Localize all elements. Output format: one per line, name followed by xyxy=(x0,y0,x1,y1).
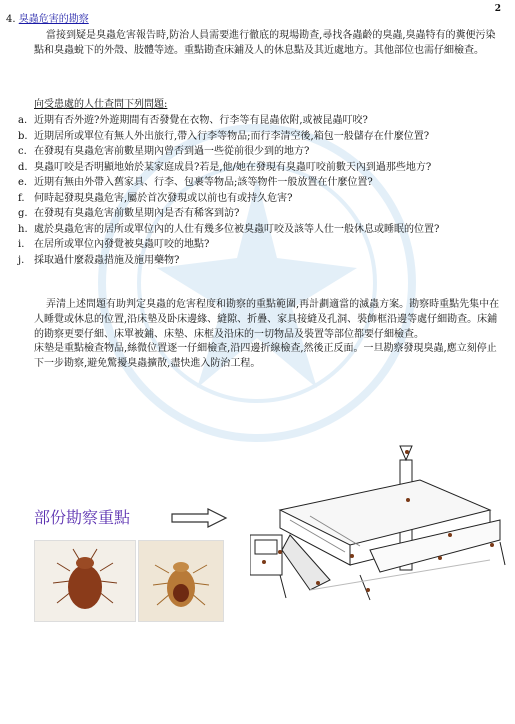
question-item xyxy=(18,253,508,269)
question-text: 採取過什麼殺蟲措施及施用藥物? xyxy=(34,254,180,266)
question-marker: e. xyxy=(18,177,28,188)
question-marker: b. xyxy=(18,130,28,142)
question-item xyxy=(18,222,508,238)
question-marker: d. xyxy=(18,161,28,173)
question-text: 近期有無由外帶入舊家具、行李、包裹等物品;該等物件一般放置在什麼位置? xyxy=(34,177,373,188)
question-item xyxy=(18,113,508,129)
page-number: 2 xyxy=(494,4,501,14)
figure-callout: 部份勘察重點 xyxy=(34,508,131,527)
bedbug-nymph-photo xyxy=(138,540,224,622)
mattress-paragraph: 床墊是重點檢查物品,絲微位置逐一仔細檢查,沿四邊折線檢查,然後正反面。一旦勘察發現臭蟲,應立刻停止下一步勘察,避免驚擾臭蟲擴散,盡快進入防治工程。 xyxy=(34,343,497,369)
question-item xyxy=(18,160,508,176)
question-item xyxy=(18,206,508,222)
question-text: 臭蟲叮咬是否明顯地始於某家庭成員?若是,他/她在發現有臭蟲叮咬前數天內到過那些地方? xyxy=(34,161,432,173)
question-marker: i. xyxy=(18,239,25,250)
question-text: 在居所或單位內發覺被臭蟲叮咬的地點? xyxy=(34,239,210,250)
question-text: 何時起發現臭蟲危害,屬於首次發現或以前也有或持久危害? xyxy=(34,192,293,204)
question-marker: f. xyxy=(18,192,25,204)
question-text: 近期居所或單位有無人外出旅行,帶入行李等物品;而行李清空後,箱包一般儲存在什麼位置? xyxy=(34,130,430,142)
section-heading xyxy=(6,12,89,27)
question-marker: c. xyxy=(18,146,27,157)
question-text: 處於臭蟲危害的居所或單位內的人仕有幾多位被臭蟲叮咬及該等人仕一般休息或睡眠的位置? xyxy=(34,223,440,235)
question-item xyxy=(18,191,508,207)
questions-list xyxy=(18,113,508,268)
question-marker: h. xyxy=(18,223,28,235)
question-item xyxy=(18,175,508,191)
question-marker: g. xyxy=(18,208,28,219)
question-text: 在發現有臭蟲危害前數星期內是否有稀客到訪? xyxy=(34,208,240,219)
question-marker: a. xyxy=(18,115,28,126)
question-marker: j. xyxy=(18,254,25,266)
inspection-paragraph: 弄清上述問題有助判定臭蟲的危害程度和勘察的重點範圍,再計劃適當的滅蟲方案。勘察時重點先集中在人睡覺或休息的位置,沿床墊及卧床邊緣、縫隙、折疊、家具接縫及孔洞、裝飾框沿邊等處仔細勘查。床鋪的勘察更要仔細、床單被鋪、床墊、床框及沿床的一切物品及裝置等部位都要仔細檢查。 xyxy=(34,299,500,340)
question-text: 近期有否外遊?外遊期間有否發覺在衣物、行李等有昆蟲依附,或被昆蟲叮咬? xyxy=(34,115,368,126)
question-item xyxy=(18,129,508,145)
bed-inspection-illustration xyxy=(250,440,510,615)
question-item xyxy=(18,237,508,253)
questions-heading: 向受患處的人仕查問下列問題: xyxy=(34,99,168,110)
question-item xyxy=(18,144,508,160)
question-text: 在發現有臭蟲危害前數星期內曾否到過一些從前很少到的地方? xyxy=(34,146,310,157)
right-arrow-icon xyxy=(170,507,228,529)
intro-paragraph: 當接到疑是臭蟲危害報告時,防治人員需要進行徹底的現場勘查,尋找各蟲齡的臭蟲,臭蟲特有的糞便污染點和臭蟲蛻下的外殼、肢體等迹。重點勘查床鋪及人的休息點及其近處地方。其他部位也需仔細檢查。 xyxy=(34,30,496,56)
bedbug-photo xyxy=(34,540,136,622)
section-number: 4. xyxy=(6,14,16,25)
section-title: 臭蟲危害的勘察 xyxy=(18,14,89,25)
